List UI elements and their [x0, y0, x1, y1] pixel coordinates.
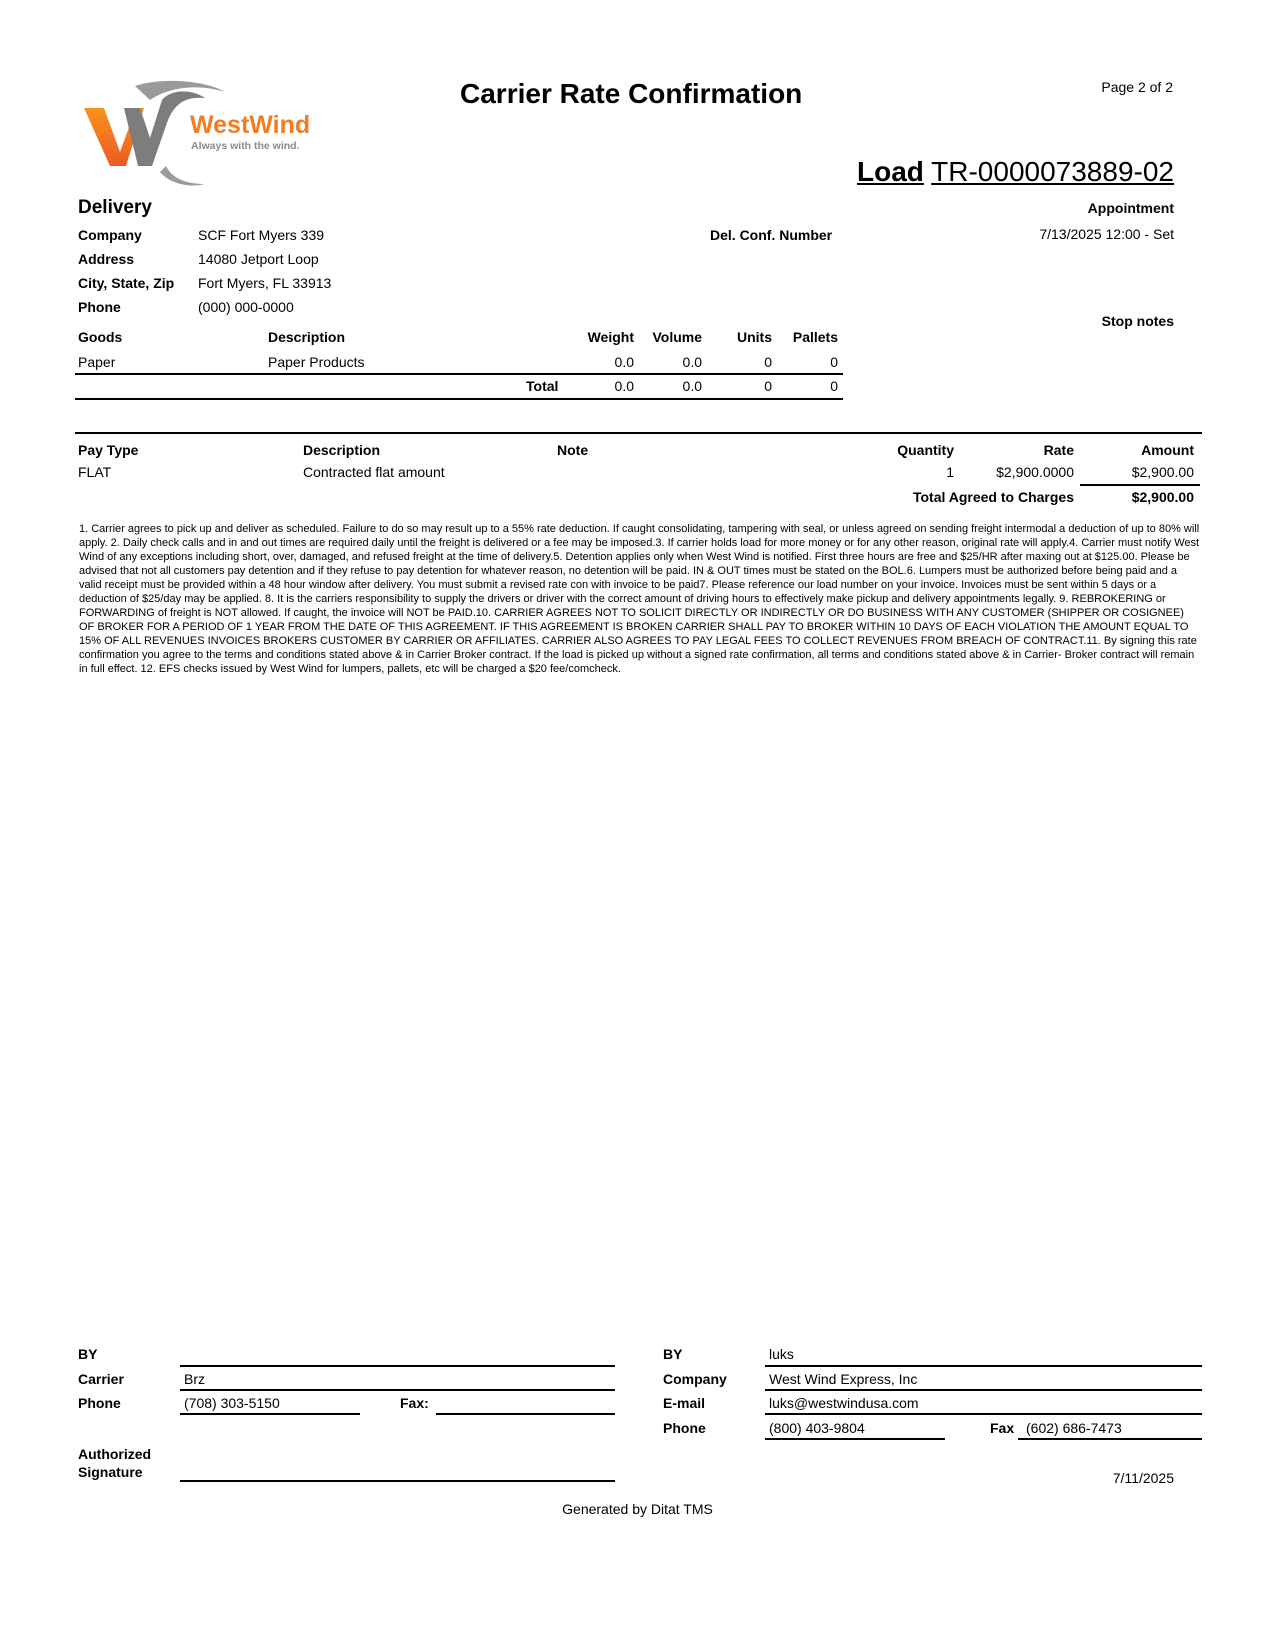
- goods-total-weight: 0.0: [614, 378, 634, 394]
- pay-cell-rate: $2,900.0000: [996, 464, 1074, 480]
- delivery-section-title: Delivery: [78, 197, 152, 218]
- goods-total-units: 0: [764, 378, 772, 394]
- broker-by-label: BY: [663, 1346, 683, 1362]
- broker-email-line: [765, 1413, 1202, 1415]
- address-label: Address: [78, 251, 135, 267]
- address-value: 14080 Jetport Loop: [198, 251, 319, 267]
- carrier-fax-line: [436, 1413, 615, 1415]
- signature-label: Signature: [78, 1464, 143, 1480]
- carrier-phone-line: [180, 1413, 360, 1415]
- page-title: Carrier Rate Confirmation: [460, 78, 803, 109]
- broker-phone-label: Phone: [663, 1420, 706, 1436]
- pay-cell-quantity: 1: [946, 464, 954, 480]
- carrier-by-label: BY: [78, 1346, 98, 1362]
- appointment-label: Appointment: [1087, 200, 1174, 216]
- goods-header-units: Units: [737, 329, 772, 345]
- pay-total-value: $2,900.00: [1131, 489, 1194, 505]
- goods-cell-goods: Paper: [78, 354, 116, 370]
- carrier-phone-label: Phone: [78, 1395, 121, 1411]
- westwind-logo-icon: [80, 80, 340, 190]
- broker-by-line: [765, 1365, 1202, 1367]
- goods-header-goods: Goods: [78, 329, 123, 345]
- goods-cell-description: Paper Products: [268, 354, 365, 370]
- pay-header-note: Note: [557, 442, 589, 458]
- goods-cell-units: 0: [764, 354, 772, 370]
- broker-fax-line: [1018, 1438, 1202, 1440]
- carrier-value[interactable]: Brz: [184, 1371, 205, 1387]
- goods-cell-pallets: 0: [830, 354, 838, 370]
- broker-company-line: [765, 1389, 1202, 1391]
- goods-header-volume: Volume: [652, 329, 702, 345]
- pay-header-quantity: Quantity: [897, 442, 954, 458]
- logo-tagline: Always with the wind.: [191, 140, 300, 152]
- broker-company-value: West Wind Express, Inc: [769, 1371, 918, 1387]
- broker-fax-value: (602) 686-7473: [1026, 1420, 1122, 1436]
- appointment-value: 7/13/2025 12:00 - Set: [1039, 226, 1174, 242]
- carrier-phone-value[interactable]: (708) 303-5150: [184, 1395, 280, 1411]
- pay-top-divider: [75, 432, 1202, 434]
- goods-cell-weight: 0.0: [614, 354, 634, 370]
- broker-phone-value: (800) 403-9804: [769, 1420, 865, 1436]
- phone-label: Phone: [78, 299, 121, 315]
- goods-header-weight: Weight: [587, 329, 634, 345]
- broker-by-value: luks: [769, 1346, 794, 1362]
- broker-phone-line: [765, 1438, 945, 1440]
- logo-name: WestWind: [190, 111, 311, 139]
- authorized-signature-line[interactable]: [180, 1480, 615, 1482]
- carrier-fax-label: Fax:: [400, 1395, 429, 1411]
- authorized-label: Authorized: [78, 1446, 152, 1462]
- load-heading: [857, 156, 1174, 188]
- goods-header-description: Description: [268, 329, 346, 345]
- pay-amount-divider: [1080, 484, 1200, 486]
- city-label: City, State, Zip: [78, 275, 175, 291]
- load-number: TR-0000073889-02: [931, 156, 1174, 187]
- stop-notes-label: Stop notes: [1101, 313, 1174, 329]
- broker-email-label: E-mail: [663, 1395, 706, 1411]
- goods-total-label: Total: [526, 378, 559, 394]
- carrier-by-line: [180, 1365, 615, 1367]
- terms-and-conditions: 1. Carrier agrees to pick up and deliver as scheduled. Failure to do so may result up to a 55% rate deduction. If caught consolidating, tampering with seal, or unless agreed on sending freight intermodal a deduction of up to 80% will apply. 2. Daily check calls and in and out times are required daily until the freight is delivered or a fee may be imposed.3. If carrier holds load for more money or for any other reason, original rate will apply.4. Carrier must notify West Wind of any exceptions including short, over, damaged, and refused freight at the time of delivery.5. Detention applies only when West Wind is notified. First three hours are free and $25/HR after maxing out at $125.00. Please be advised that not all customers pay detention and if they refuse to pay detention for whatever reason, no detention will be paid. IN & OUT times must be stated on the BOL.6. Lumpers must be authorized before being paid and a valid receipt must be provided within a 48 hour window after delivery. You must submit a revised rate con with invoice to be paid7. Please reference our load number on your invoice. Invoices must be sent within 5 days or a deduction of $25/day may be applied. 8. It is the carriers responsibility to supply the drivers or driver with the correct amount of driving hours to effectively make pickup and delivery appointments legally. 9. REBROKERING or FORWARDING of freight is NOT allowed. If caught, the invoice will NOT be PAID.10. CARRIER AGREES NOT TO SOLICIT DIRECTLY OR INDIRECTLY OR DO BUSINESS WITH ANY CUSTOMER (SHIPPER OR COSIGNEE) OF BROKER FOR A PERIOD OF 1 YEAR FROM THE DATE OF THIS AGREEMENT. IF THIS AGREEMENT IS BROKEN CARRIER SHALL PAY TO BROKER WITHIN 10 DAYS OF EACH VIOLATION THE AMOUNT EQUAL TO 15% OF ALL REVENUES INVOICES BROKERS CUSTOMER BY CARRIER OR AFFILIATES. CARRIER ALSO AGREES TO PAY LEGAL FEES TO COLLECT REVENUES FROM BREACH OF CONTRACT.11. By signing this rate confirmation you agree to the terms and conditions stated above & in Carrier Broker contract. If the load is picked up without a signed rate confirmation, all terms and conditions stated above & in Carrier- Broker contract will remain in full effect. 12. EFS checks issued by West Wind for lumpers, pallets, etc will be charged a $20 fee/comcheck.: [79, 523, 1200, 675]
- pay-total-label: Total Agreed to Charges: [912, 489, 1074, 505]
- carrier-label: Carrier: [78, 1371, 124, 1387]
- broker-company-label: Company: [663, 1371, 727, 1387]
- carrier-line: [180, 1389, 615, 1391]
- company-label: Company: [78, 227, 142, 243]
- pay-cell-description: Contracted flat amount: [303, 464, 445, 480]
- pay-header-rate: Rate: [1043, 442, 1074, 458]
- del-conf-label: Del. Conf. Number: [710, 227, 833, 243]
- goods-divider: [75, 373, 843, 375]
- goods-total-divider: [75, 398, 843, 400]
- company-value: SCF Fort Myers 339: [198, 227, 325, 243]
- company-logo: [80, 80, 340, 190]
- pay-header-type: Pay Type: [78, 442, 139, 458]
- broker-fax-label: Fax: [990, 1420, 1015, 1436]
- pay-header-amount: Amount: [1141, 442, 1194, 458]
- goods-total-volume: 0.0: [682, 378, 702, 394]
- goods-total-pallets: 0: [830, 378, 838, 394]
- city-value: Fort Myers, FL 33913: [198, 275, 332, 291]
- goods-cell-volume: 0.0: [682, 354, 702, 370]
- page-number: Page 2 of 2: [1101, 79, 1173, 95]
- broker-email-value[interactable]: luks@westwindusa.com: [769, 1395, 919, 1411]
- goods-header-pallets: Pallets: [792, 329, 838, 345]
- pay-cell-type: FLAT: [78, 464, 112, 480]
- generated-by-footer: Generated by Ditat TMS: [562, 1501, 713, 1517]
- load-label: Load: [856, 156, 924, 187]
- phone-value: (000) 000-0000: [198, 299, 294, 315]
- signature-date: 7/11/2025: [1112, 1470, 1174, 1486]
- pay-cell-amount: $2,900.00: [1131, 464, 1194, 480]
- pay-header-description: Description: [303, 442, 381, 458]
